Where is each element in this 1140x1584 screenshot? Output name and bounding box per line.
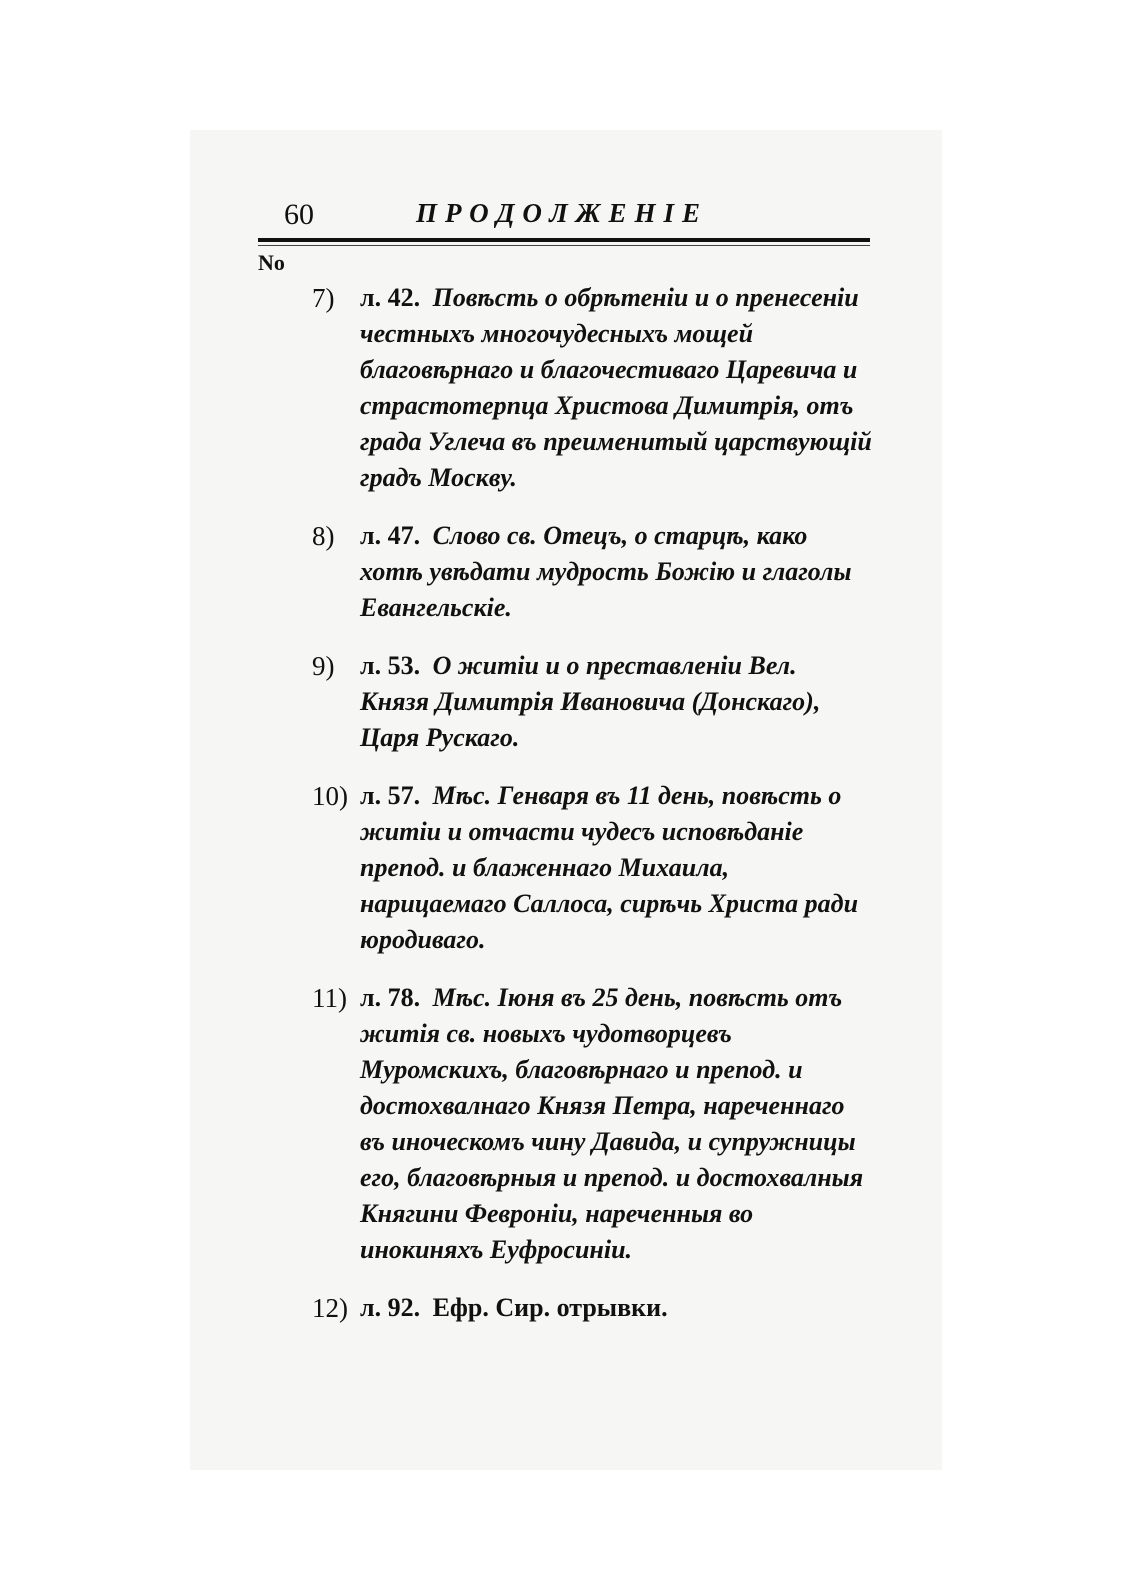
entry-number: 8) [312, 521, 335, 551]
entry-text: О житіи и о преставленіи Вел. Князя Димитрія Ивановича (Донскаго), Царя Рускаго. [360, 651, 821, 752]
page-header [260, 196, 870, 236]
entry-number: 12) [312, 1293, 348, 1323]
entry-body [360, 648, 872, 756]
list-item [312, 980, 872, 1268]
entry-list [312, 280, 872, 1348]
entry-number: 9) [312, 651, 335, 681]
entry-leaf-ref: л. 47. [360, 521, 421, 550]
entry-leaf-ref: л. 57. [360, 781, 421, 810]
header-rule-thin [258, 245, 870, 246]
list-item [312, 1290, 872, 1326]
running-title: ПРОДОЛЖЕНІЕ [416, 198, 709, 228]
header-rule-thick [258, 238, 870, 242]
entry-body [360, 518, 872, 626]
entry-text: Мѣс. Генваря въ 11 день, повѣсть о житіи и отчасти чудесъ исповѣданіе препод. и блаженнаго Михаила, нарицаемаго Саллоса, сирѣчь Христа ради юродиваго. [360, 781, 859, 954]
list-item [312, 648, 872, 756]
entry-body [360, 778, 872, 958]
entry-text: Повѣсть о обрѣтеніи и о пренесеніи честныхъ многочудесныхъ мощей благовѣрнаго и благочестиваго Царевича и страстотерпца Христова Димитрія, отъ града Углеча въ преименитый царствующій градъ Москву. [360, 283, 872, 492]
entry-body [360, 980, 872, 1268]
list-item [312, 518, 872, 626]
entry-text: Слово св. Отецъ, о старцѣ, како хотѣ увѣдати мудрость Божію и глаголы Евангельскіе. [360, 521, 852, 622]
entry-body [360, 1290, 872, 1326]
column-label: No [258, 250, 285, 275]
list-item [312, 280, 872, 496]
entry-number: 11) [312, 983, 347, 1013]
entry-body [360, 280, 872, 496]
entry-text: Ефр. Сир. отрывки. [432, 1293, 668, 1322]
entry-leaf-ref: л. 53. [360, 651, 421, 680]
list-item [312, 778, 872, 958]
entry-leaf-ref: л. 42. [360, 283, 421, 312]
page-number: 60 [284, 198, 314, 231]
entry-number: 7) [312, 283, 335, 313]
entry-number: 10) [312, 781, 348, 811]
entry-text: Мѣс. Іюня въ 25 день, повѣсть отъ житія св. новыхъ чудотворцевъ Муромскихъ, благовѣрнаго и препод. и достохвалнаго Князя Петра, нареченнаго въ иноческомъ чину Давида, и супружницы его, благовѣрныя и препод. и достохвалныя Княгини Февроніи, нареченныя во инокиняхъ Еуфросиніи. [360, 983, 864, 1264]
entry-leaf-ref: л. 78. [360, 983, 421, 1012]
entry-leaf-ref: л. 92. [360, 1293, 421, 1322]
